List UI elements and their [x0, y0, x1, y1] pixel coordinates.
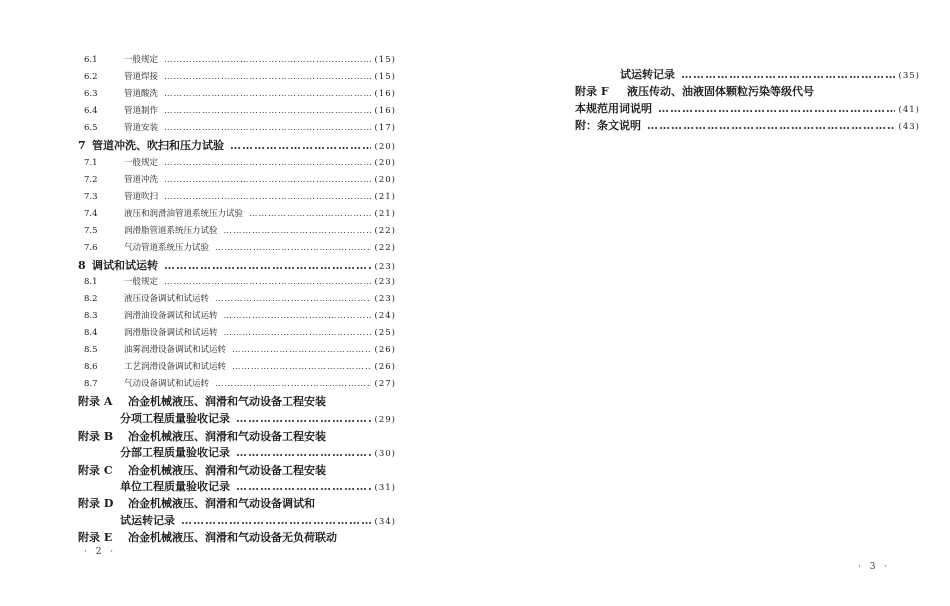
appendix-label: 附录 C — [78, 464, 113, 477]
section-number: 7.4 — [84, 209, 98, 219]
dot-leader — [230, 139, 371, 152]
page-number: (22) — [374, 226, 396, 236]
dot-leader — [232, 345, 371, 355]
dot-leader — [658, 102, 895, 115]
page-number: (16) — [374, 106, 396, 116]
section-title: 管道焊接 — [124, 72, 159, 82]
section-title: 管道吹扫 — [124, 192, 159, 202]
page-number: (30) — [374, 449, 396, 459]
toc-chapter — [0, 137, 396, 153]
dot-leader — [164, 89, 371, 99]
dot-leader — [236, 412, 371, 425]
page-number: (15) — [374, 72, 396, 82]
section-number: 8.5 — [84, 345, 98, 355]
chapter-title: 管道冲洗、吹扫和压力试验 — [92, 139, 224, 152]
toc-entry — [0, 207, 396, 219]
page-number: (26) — [374, 362, 396, 372]
dot-leader — [164, 55, 371, 65]
section-title: 一般规定 — [124, 158, 159, 168]
appendix-title: 冶金机械液压、润滑和气动设备工程安装 — [128, 395, 326, 408]
dot-leader — [181, 514, 371, 527]
section-number: 8.7 — [84, 379, 98, 389]
toc-entry — [0, 156, 396, 168]
toc-appendix — [0, 529, 396, 545]
toc-appendix — [575, 83, 920, 99]
appendix-title-cont: 试运转记录 — [120, 514, 175, 527]
chapter-number: 8 — [78, 259, 86, 272]
toc-appendix — [0, 393, 396, 409]
appendix-title-cont: 分项工程质量验收记录 — [120, 412, 230, 425]
chapter-number: 7 — [78, 139, 86, 152]
toc-entry — [575, 100, 920, 116]
dot-leader — [164, 123, 371, 133]
page-number: (17) — [374, 123, 396, 133]
appendix-title-cont: 单位工程质量验收记录 — [120, 480, 230, 493]
dot-leader — [164, 106, 371, 116]
dot-leader — [164, 72, 371, 82]
section-number: 8.1 — [84, 277, 98, 287]
appendix-title-cont: 分部工程质量验收记录 — [120, 446, 230, 459]
page-number: (23) — [374, 294, 396, 304]
appendix-label: 附录 E — [78, 531, 113, 544]
appendix-title: 冶金机械液压、润滑和气动设备工程安装 — [128, 430, 326, 443]
appendix-label: 附录 F — [575, 85, 609, 98]
section-title: 润滑油设备调试和试运转 — [124, 311, 218, 321]
dot-leader — [164, 175, 371, 185]
page-number: (20) — [374, 158, 396, 168]
page-number: (43) — [898, 122, 920, 132]
section-number: 7.3 — [84, 192, 98, 202]
appendix-label: 附录 B — [78, 430, 114, 443]
chapter-title: 调试和试运转 — [92, 259, 158, 272]
toc-entry — [0, 53, 396, 65]
toc-entry — [0, 292, 396, 304]
section-title: 管道制作 — [124, 106, 159, 116]
appendix-title: 液压传动、油液固体颗粒污染等级代号 — [627, 85, 814, 98]
section-number: 7.6 — [84, 243, 98, 253]
page-folio: · 3 · — [858, 562, 891, 572]
dot-leader — [236, 480, 371, 493]
section-title: 管道冲洗 — [124, 175, 159, 185]
toc-appendix — [0, 428, 396, 444]
dot-leader — [215, 243, 371, 253]
toc-entry — [0, 224, 396, 236]
section-title: 液压设备调试和试运转 — [124, 294, 210, 304]
toc-entry — [0, 326, 396, 338]
section-number: 8.6 — [84, 362, 98, 372]
page-number: (31) — [374, 483, 396, 493]
toc-appendix — [0, 462, 396, 478]
dot-leader — [681, 68, 895, 81]
toc-appendix-continuation — [0, 512, 396, 528]
toc-entry — [0, 275, 396, 287]
page-folio: · 2 · — [84, 547, 117, 557]
section-number: 6.4 — [84, 106, 98, 116]
page-number: (29) — [374, 415, 396, 425]
section-number: 6.3 — [84, 89, 98, 99]
dot-leader — [215, 294, 371, 304]
dot-leader — [224, 328, 371, 338]
toc-appendix-continuation — [0, 410, 396, 426]
page-number: (24) — [374, 311, 396, 321]
section-number: 7.2 — [84, 175, 98, 185]
page-number: (20) — [374, 142, 396, 152]
section-number: 8.3 — [84, 311, 98, 321]
appendix-label: 附录 A — [78, 395, 113, 408]
toc-entry — [0, 360, 396, 372]
section-title: 气动设备调试和试运转 — [124, 379, 210, 389]
dot-leader — [236, 446, 371, 459]
section-title: 润滑脂设备调试和试运转 — [124, 328, 218, 338]
dot-leader — [164, 259, 371, 272]
entry-title: 本规范用词说明 — [575, 102, 652, 115]
toc-entry — [0, 104, 396, 116]
dot-leader — [215, 379, 371, 389]
dot-leader — [164, 192, 371, 202]
page-number: (23) — [374, 262, 396, 272]
entry-title: 附：条文说明 — [575, 119, 641, 132]
toc-entry — [0, 87, 396, 99]
toc-entry — [0, 241, 396, 253]
toc-entry — [0, 70, 396, 82]
right-page — [475, 0, 950, 606]
section-number: 8.4 — [84, 328, 98, 338]
page-number: (20) — [374, 175, 396, 185]
dot-leader — [232, 362, 371, 372]
page-number: (15) — [374, 55, 396, 65]
section-title: 管道酸洗 — [124, 89, 159, 99]
toc-appendix-continuation — [0, 478, 396, 494]
page-number: (21) — [374, 209, 396, 219]
page-number: (16) — [374, 89, 396, 99]
section-title: 油雾润滑设备调试和试运转 — [124, 345, 227, 355]
dot-leader — [224, 226, 371, 236]
section-number: 6.5 — [84, 123, 98, 133]
section-number: 6.2 — [84, 72, 98, 82]
section-title: 管道安装 — [124, 123, 159, 133]
dot-leader — [224, 311, 371, 321]
toc-entry — [0, 173, 396, 185]
page-number: (34) — [374, 517, 396, 527]
appendix-title: 冶金机械液压、润滑和气动设备工程安装 — [128, 464, 326, 477]
dot-leader — [647, 119, 895, 132]
section-title: 一般规定 — [124, 55, 159, 65]
toc-entry — [0, 343, 396, 355]
dot-leader — [164, 158, 371, 168]
section-number: 7.5 — [84, 226, 98, 236]
page-number: (27) — [374, 379, 396, 389]
section-title: 液压和润滑油管道系统压力试验 — [124, 209, 244, 219]
appendix-title: 冶金机械液压、润滑和气动设备调试和 — [128, 497, 315, 510]
toc-entry — [0, 190, 396, 202]
section-title: 气动管道系统压力试验 — [124, 243, 210, 253]
toc-chapter — [0, 257, 396, 273]
appendix-title-cont: 试运转记录 — [620, 68, 675, 81]
toc-appendix-continuation — [620, 66, 920, 82]
page-number: (22) — [374, 243, 396, 253]
appendix-title: 冶金机械液压、润滑和气动设备无负荷联动 — [128, 531, 337, 544]
toc-appendix — [0, 495, 396, 511]
page-number: (26) — [374, 345, 396, 355]
toc-entry — [575, 117, 920, 133]
page-number: (25) — [374, 328, 396, 338]
toc-entry — [0, 121, 396, 133]
section-number: 7.1 — [84, 158, 98, 168]
section-title: 一般规定 — [124, 277, 159, 287]
section-title: 工艺润滑设备调试和试运转 — [124, 362, 227, 372]
page-number: (21) — [374, 192, 396, 202]
toc-entry — [0, 309, 396, 321]
toc-appendix-continuation — [0, 444, 396, 460]
dot-leader — [249, 209, 371, 219]
page-number: (23) — [374, 277, 396, 287]
appendix-label: 附录 D — [78, 497, 114, 510]
dot-leader — [164, 277, 371, 287]
toc-entry — [0, 377, 396, 389]
section-title: 润滑脂管道系统压力试验 — [124, 226, 218, 236]
section-number: 6.1 — [84, 55, 98, 65]
section-number: 8.2 — [84, 294, 98, 304]
page-number: (35) — [898, 71, 920, 81]
page-number: (41) — [898, 105, 920, 115]
